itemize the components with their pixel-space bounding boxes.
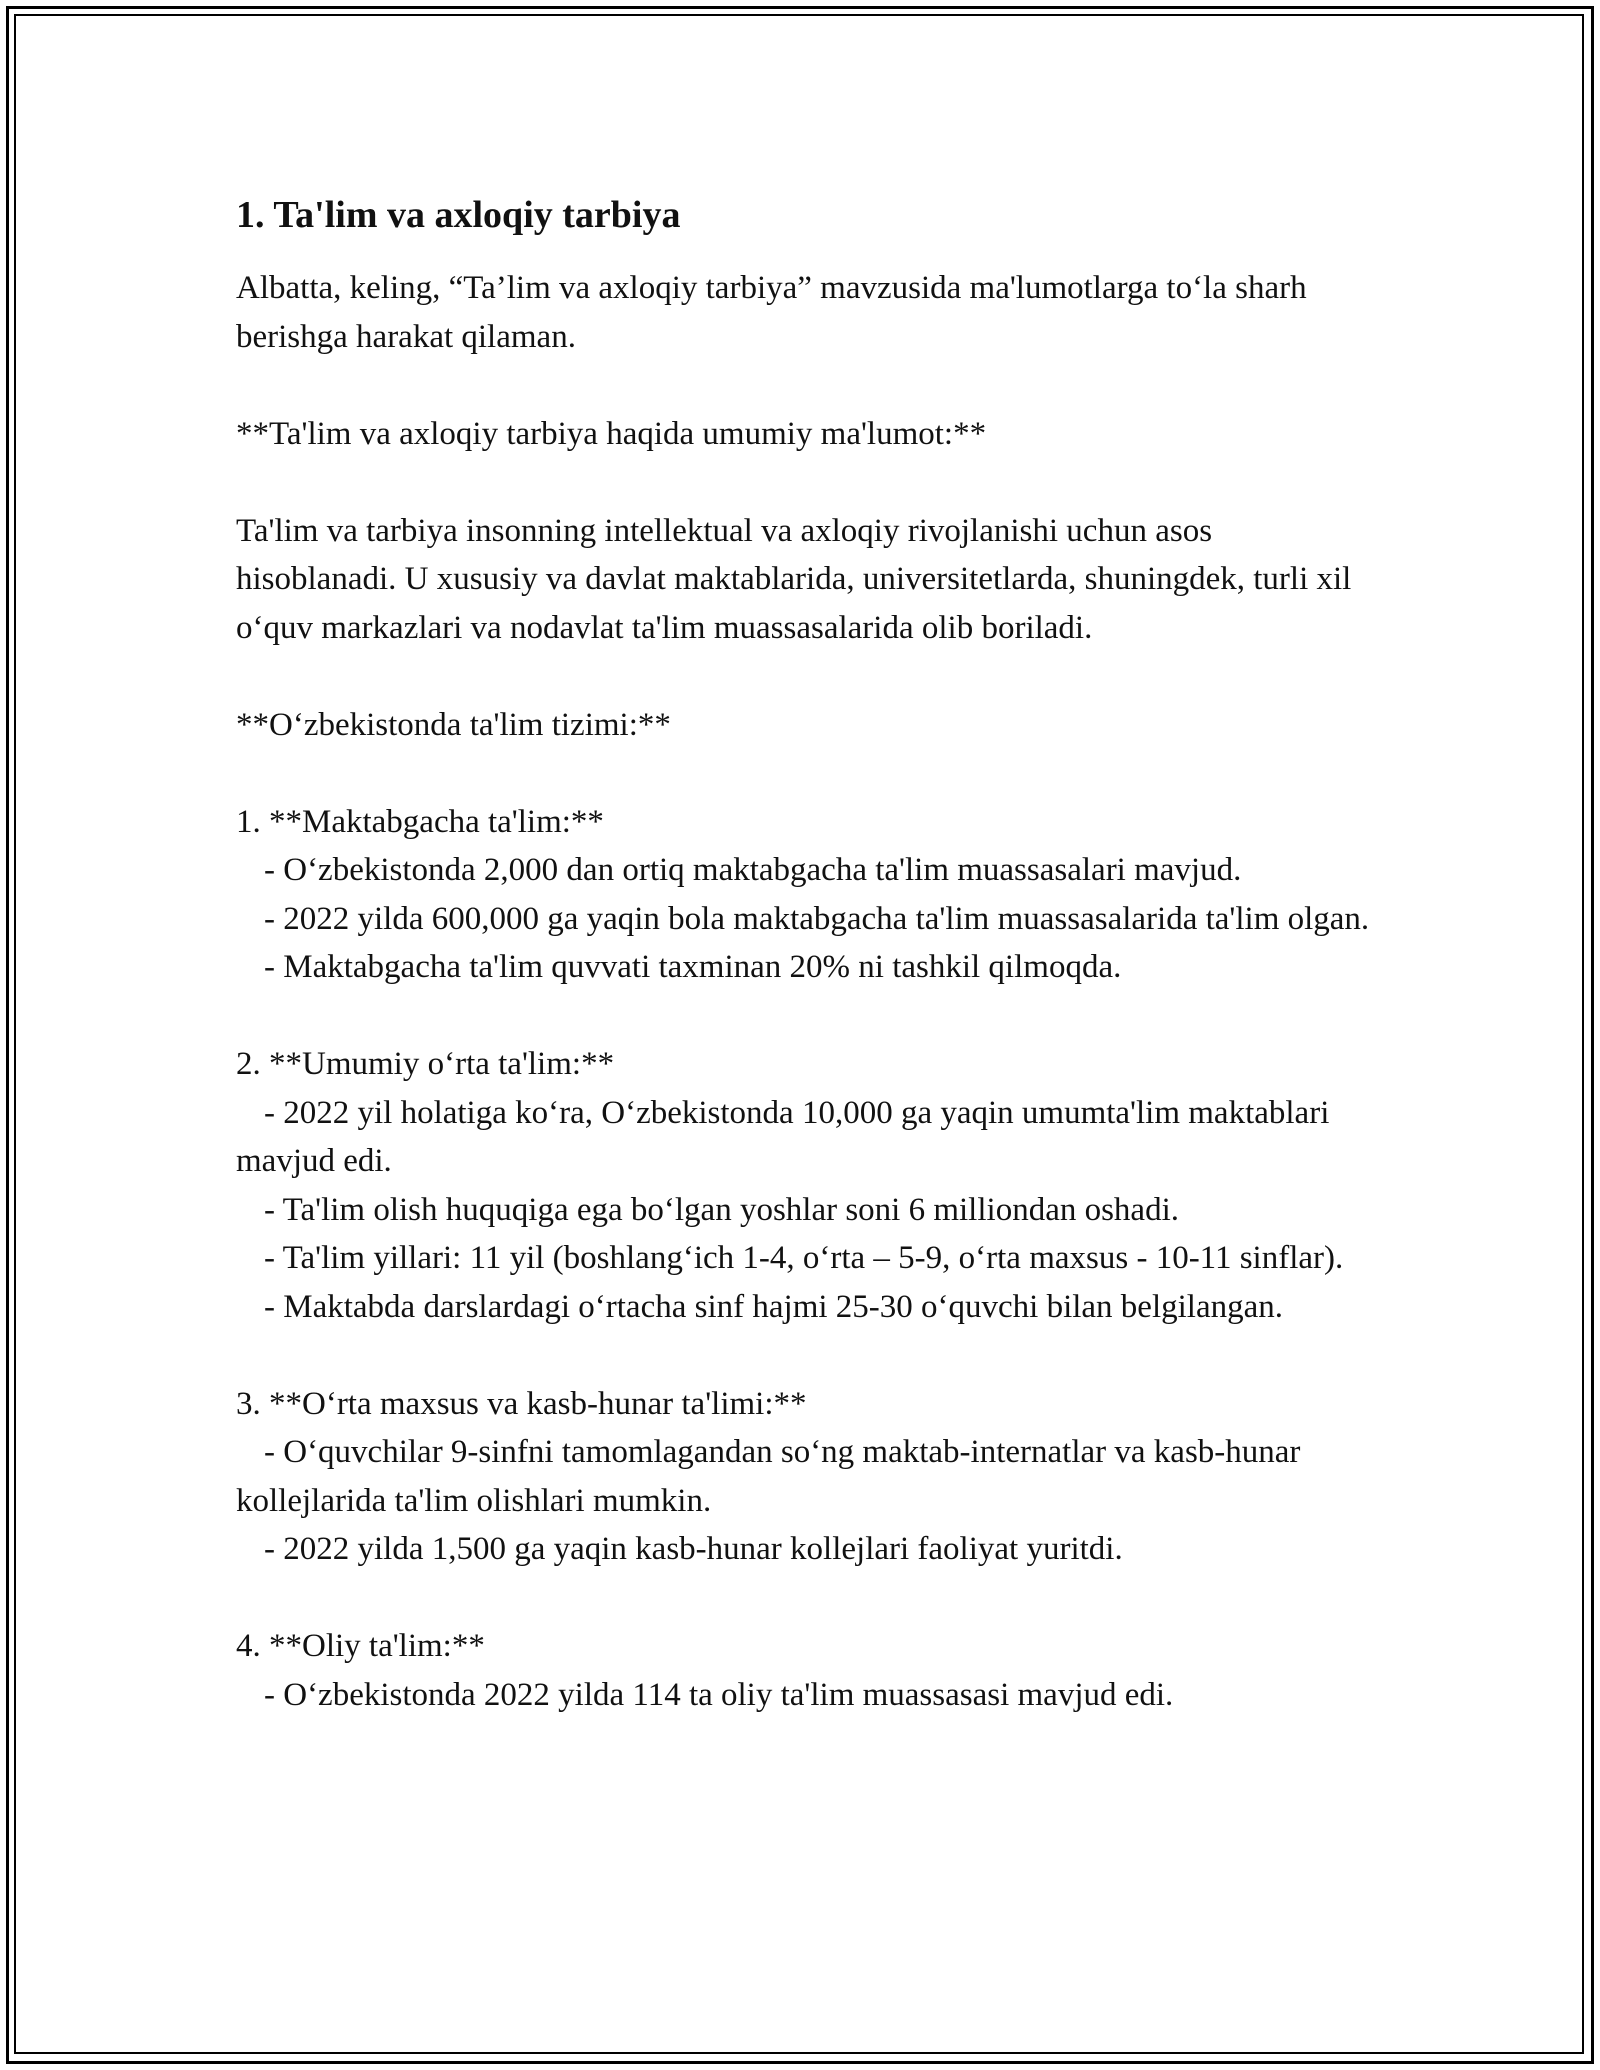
bullet-item: - 2022 yilda 1,500 ga yaqin kasb-hunar kollejlari faoliyat yuritdi.	[264, 1531, 1123, 1567]
spacer	[236, 458, 1376, 507]
bullet-item: - Ta'lim yillari: 11 yil (boshlang‘ich 1-4, o‘rta – 5-9, o‘rta maxsus - 10-11 sinflar).	[264, 1240, 1344, 1276]
section-general-secondary	[236, 1040, 1376, 1331]
general-paragraph: Ta'lim va tarbiya insonning intellektual va axloqiy rivojlanishi uchun asos hisoblanadi. U xususiy va davlat maktablarida, universitetlarda, shuningdek, turli xil o‘quv markazlari va nodavlat ta'lim muassasalarida olib boriladi.	[236, 512, 1352, 646]
section-preschool	[236, 798, 1376, 992]
intro-paragraph: Albatta, keling, “Ta’lim va axloqiy tarbiya” mavzusida ma'lumotlarga to‘la sharh berishga harakat qilaman.	[236, 270, 1307, 355]
bullet-item: - 2022 yilda 600,000 ga yaqin bola maktabgacha ta'lim muassasalarida ta'lim olgan.	[264, 900, 1370, 937]
spacer	[236, 749, 1376, 798]
document-body	[236, 188, 1376, 1719]
bullet-item: - O‘zbekistonda 2,000 dan ortiq maktabgacha ta'lim muassasalari mavjud.	[264, 852, 1242, 888]
section-heading: 4. **Oliy ta'lim:**	[236, 1628, 485, 1664]
bullet-item: - 2022 yil holatiga ko‘ra, O‘zbekistonda 10,000 ga yaqin umumta'lim maktablari mavjud edi.	[236, 1094, 1330, 1179]
section-heading: 2. **Umumiy o‘rta ta'lim:**	[236, 1046, 615, 1082]
bullet-item: - O‘zbekistonda 2022 yilda 114 ta oliy ta'lim muassasasi mavjud edi.	[264, 1676, 1174, 1713]
section-vocational	[236, 1380, 1376, 1574]
general-heading: **Ta'lim va axloqiy tarbiya haqida umumiy ma'lumot:**	[236, 415, 987, 452]
section-heading: 3. **O‘rta maxsus va kasb-hunar ta'limi:**	[236, 1385, 807, 1422]
bullet-item: - Maktabgacha ta'lim quvvati taxminan 20% ni tashkil qilmoqda.	[264, 949, 1122, 985]
document-title: 1. Ta'lim va axloqiy tarbiya	[236, 194, 681, 236]
spacer	[236, 1574, 1376, 1623]
section-heading: 1. **Maktabgacha ta'lim:**	[236, 803, 604, 840]
bullet-item: - Maktabda darslardagi o‘rtacha sinf hajmi 25-30 o‘quvchi bilan belgilangan.	[264, 1288, 1284, 1325]
spacer	[236, 992, 1376, 1041]
section-higher-education	[236, 1622, 1376, 1719]
spacer	[236, 1331, 1376, 1380]
bullet-item: - O‘quvchilar 9-sinfni tamomlagandan so‘ng maktab-internatlar va kasb-hunar kollejlarida ta'lim olishlari mumkin.	[236, 1434, 1301, 1519]
bullet-item: - Ta'lim olish huquqiga ega bo‘lgan yoshlar soni 6 milliondan oshadi.	[264, 1191, 1179, 1228]
system-heading: **O‘zbekistonda ta'lim tizimi:**	[236, 706, 671, 743]
spacer	[236, 652, 1376, 701]
spacer	[236, 361, 1376, 410]
